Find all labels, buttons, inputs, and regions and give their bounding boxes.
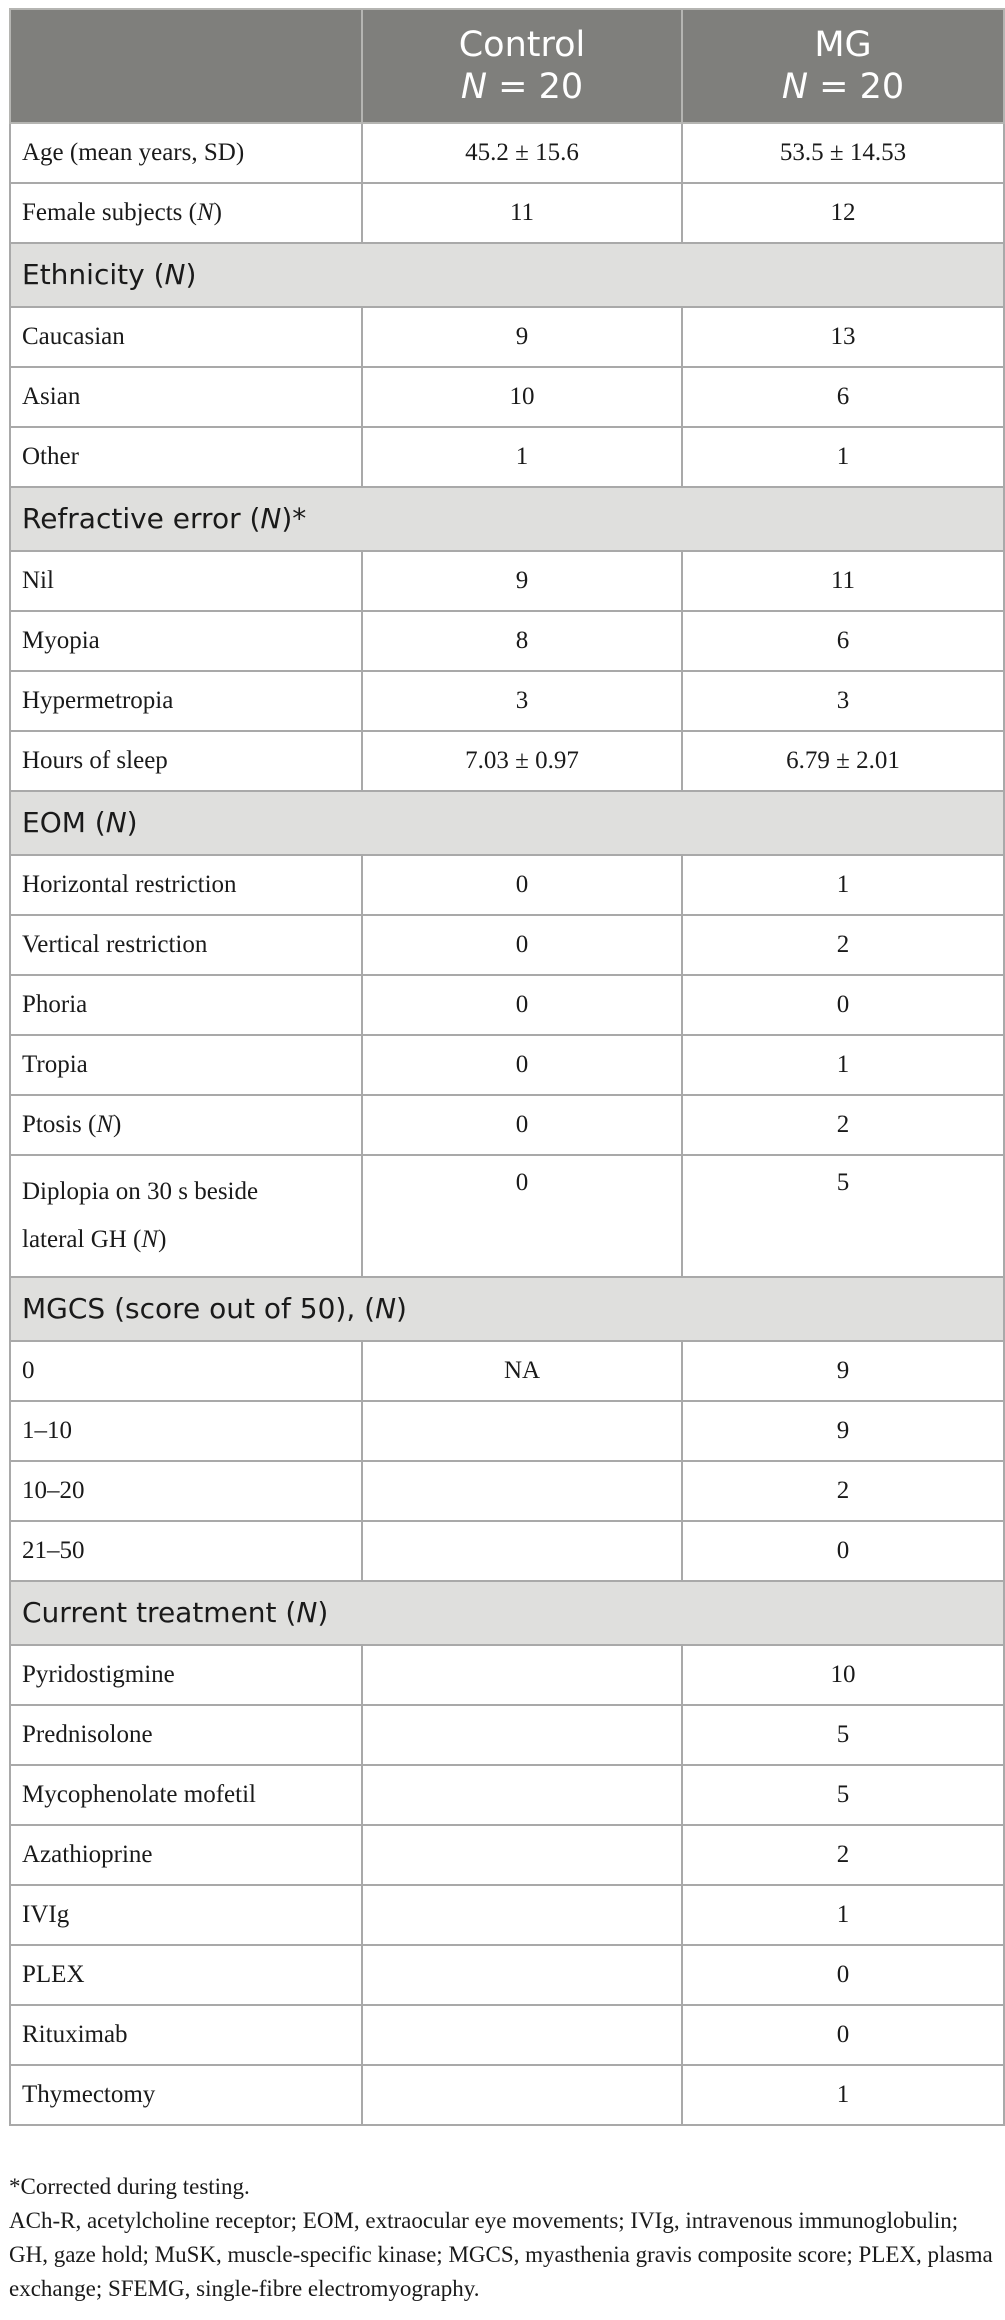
section-title-end: ) <box>396 1292 407 1325</box>
row-label: Nil <box>10 551 362 611</box>
table-row-rituximab <box>10 2005 1004 2065</box>
table-row-mgcs-1-10 <box>10 1401 1004 1461</box>
demographics-table-container <box>9 8 1003 2126</box>
mg-value: 9 <box>682 1341 1004 1401</box>
mg-value: 0 <box>682 1945 1004 2005</box>
table-row-thymectomy <box>10 2065 1004 2125</box>
table-row-phoria <box>10 975 1004 1035</box>
header-mg-n-value: = 20 <box>808 67 905 107</box>
row-label: Pyridostigmine <box>10 1645 362 1705</box>
table-row-tropia <box>10 1035 1004 1095</box>
control-value <box>362 1461 682 1521</box>
header-mg-n-var: N <box>781 67 809 107</box>
row-label: Myopia <box>10 611 362 671</box>
label-text: Female subjects ( <box>22 199 197 226</box>
row-label: Age (mean years, SD) <box>10 123 362 183</box>
mg-value: 0 <box>682 2005 1004 2065</box>
section-header-refractive-error <box>10 487 1004 551</box>
row-label: Caucasian <box>10 307 362 367</box>
control-value: 45.2 ± 15.6 <box>362 123 682 183</box>
section-header-current-treatment <box>10 1581 1004 1645</box>
table-row-asian <box>10 367 1004 427</box>
mg-value: 10 <box>682 1645 1004 1705</box>
control-value: 0 <box>362 915 682 975</box>
section-n-var: N <box>105 806 127 839</box>
section-title-end: ) <box>185 258 197 291</box>
mg-value: 2 <box>682 1095 1004 1155</box>
mg-value: 1 <box>682 427 1004 487</box>
header-control-n-var: N <box>460 67 488 107</box>
control-value: 8 <box>362 611 682 671</box>
table-row-mgcs-21-50 <box>10 1521 1004 1581</box>
mg-value: 6 <box>682 367 1004 427</box>
table-row-plex <box>10 1945 1004 2005</box>
demographics-table <box>9 8 1005 2126</box>
table-row-hypermetropia <box>10 671 1004 731</box>
mg-value: 6 <box>682 611 1004 671</box>
row-label: 21–50 <box>10 1521 362 1581</box>
control-value: 9 <box>362 551 682 611</box>
table-row-diplopia <box>10 1155 1004 1277</box>
label-text: Ptosis ( <box>22 1111 97 1138</box>
label-n-var: N <box>196 199 214 226</box>
control-value <box>362 1401 682 1461</box>
label-text-end: ) <box>113 1111 122 1138</box>
mg-value: 1 <box>682 855 1004 915</box>
header-control-name: Control <box>458 25 586 65</box>
table-header <box>10 9 1004 123</box>
control-value <box>362 1521 682 1581</box>
control-value: 3 <box>362 671 682 731</box>
control-value <box>362 1645 682 1705</box>
control-value: NA <box>362 1341 682 1401</box>
footnote-corrected: *Corrected during testing. <box>9 2174 250 2199</box>
row-label <box>10 1155 362 1277</box>
section-header-eom <box>10 791 1004 855</box>
row-label: Other <box>10 427 362 487</box>
row-label: Mycophenolate mofetil <box>10 1765 362 1825</box>
row-label: Hours of sleep <box>10 731 362 791</box>
section-title-end: ) <box>317 1596 329 1629</box>
row-label: 1–10 <box>10 1401 362 1461</box>
control-value <box>362 1825 682 1885</box>
header-row <box>10 9 1004 123</box>
table-body <box>10 123 1004 2125</box>
table-row-age <box>10 123 1004 183</box>
label-n-var: N <box>141 1226 159 1253</box>
control-value: 0 <box>362 1035 682 1095</box>
mg-value: 11 <box>682 551 1004 611</box>
table-row-other <box>10 427 1004 487</box>
control-value: 0 <box>362 1155 682 1277</box>
mg-value: 2 <box>682 915 1004 975</box>
section-title <box>10 487 1004 551</box>
row-label: Vertical restriction <box>10 915 362 975</box>
header-mg <box>682 9 1004 123</box>
mg-value: 5 <box>682 1155 1004 1277</box>
control-value: 0 <box>362 1095 682 1155</box>
table-row-prednisolone <box>10 1705 1004 1765</box>
table-row-sleep <box>10 731 1004 791</box>
label-line-2: lateral GH ( <box>22 1226 142 1253</box>
section-title-end: ) <box>126 806 138 839</box>
table-row-caucasian <box>10 307 1004 367</box>
row-label: PLEX <box>10 1945 362 2005</box>
section-title-text: Current treatment ( <box>22 1596 297 1629</box>
control-value <box>362 1945 682 2005</box>
control-value: 7.03 ± 0.97 <box>362 731 682 791</box>
table-row-vertical-restriction <box>10 915 1004 975</box>
table-row-ivig <box>10 1885 1004 1945</box>
mg-value: 2 <box>682 1461 1004 1521</box>
row-label: Thymectomy <box>10 2065 362 2125</box>
row-label: Tropia <box>10 1035 362 1095</box>
mg-value: 0 <box>682 1521 1004 1581</box>
row-label: Rituximab <box>10 2005 362 2065</box>
header-label-cell <box>10 9 362 123</box>
section-title-text: MGCS (score out of 50), ( <box>22 1292 376 1325</box>
table-row-female <box>10 183 1004 243</box>
section-title <box>10 1581 1004 1645</box>
control-value: 0 <box>362 855 682 915</box>
mg-value: 2 <box>682 1825 1004 1885</box>
mg-value: 1 <box>682 2065 1004 2125</box>
row-label: 0 <box>10 1341 362 1401</box>
section-title <box>10 791 1004 855</box>
section-title-end: )* <box>281 502 307 535</box>
control-value <box>362 1705 682 1765</box>
section-title-text: Ethnicity ( <box>22 258 165 291</box>
table-row-azathioprine <box>10 1825 1004 1885</box>
control-value: 11 <box>362 183 682 243</box>
row-label: IVIg <box>10 1885 362 1945</box>
mg-value: 6.79 ± 2.01 <box>682 731 1004 791</box>
section-header-mgcs <box>10 1277 1004 1341</box>
row-label: 10–20 <box>10 1461 362 1521</box>
mg-value: 12 <box>682 183 1004 243</box>
table-row-mgcs-10-20 <box>10 1461 1004 1521</box>
table-row-nil <box>10 551 1004 611</box>
section-title-text: EOM ( <box>22 806 106 839</box>
header-mg-name: MG <box>814 25 872 65</box>
table-row-mycophenolate <box>10 1765 1004 1825</box>
label-text-end: ) <box>158 1226 167 1253</box>
table-row-ptosis <box>10 1095 1004 1155</box>
control-value: 10 <box>362 367 682 427</box>
control-value <box>362 2065 682 2125</box>
table-row-horizontal-restriction <box>10 855 1004 915</box>
section-header-ethnicity <box>10 243 1004 307</box>
table-footnotes <box>9 2170 999 2306</box>
row-label <box>10 1095 362 1155</box>
mg-value: 3 <box>682 671 1004 731</box>
table-row-mgcs-0 <box>10 1341 1004 1401</box>
footnote-abbreviations: ACh-R, acetylcholine receptor; EOM, extraocular eye movements; IVIg, intravenous immunoglobulin; GH, gaze hold; MuSK, muscle-specific kinase; MGCS, myasthenia gravis composite score; PLEX, plasma exchange; SFEMG, single-fibre electromyography. <box>9 2208 993 2301</box>
header-control <box>362 9 682 123</box>
section-title-text: Refractive error ( <box>22 502 261 535</box>
label-n-var: N <box>96 1111 114 1138</box>
mg-value: 0 <box>682 975 1004 1035</box>
mg-value: 13 <box>682 307 1004 367</box>
section-n-var: N <box>164 258 186 291</box>
section-title <box>10 243 1004 307</box>
row-label: Asian <box>10 367 362 427</box>
row-label: Prednisolone <box>10 1705 362 1765</box>
control-value: 9 <box>362 307 682 367</box>
table-row-pyridostigmine <box>10 1645 1004 1705</box>
section-n-var: N <box>296 1596 318 1629</box>
control-value: 1 <box>362 427 682 487</box>
header-control-n-value: = 20 <box>487 67 584 107</box>
section-title <box>10 1277 1004 1341</box>
row-label: Azathioprine <box>10 1825 362 1885</box>
mg-value: 1 <box>682 1885 1004 1945</box>
label-text-end: ) <box>213 199 222 226</box>
mg-value: 1 <box>682 1035 1004 1095</box>
row-label: Hypermetropia <box>10 671 362 731</box>
section-n-var: N <box>260 502 282 535</box>
mg-value: 53.5 ± 14.53 <box>682 123 1004 183</box>
row-label: Horizontal restriction <box>10 855 362 915</box>
label-line-1: Diplopia on 30 s beside <box>22 1178 259 1205</box>
row-label <box>10 183 362 243</box>
mg-value: 5 <box>682 1705 1004 1765</box>
row-label: Phoria <box>10 975 362 1035</box>
control-value <box>362 1885 682 1945</box>
control-value: 0 <box>362 975 682 1035</box>
control-value <box>362 2005 682 2065</box>
mg-value: 9 <box>682 1401 1004 1461</box>
section-n-var: N <box>375 1292 397 1325</box>
table-row-myopia <box>10 611 1004 671</box>
mg-value: 5 <box>682 1765 1004 1825</box>
control-value <box>362 1765 682 1825</box>
